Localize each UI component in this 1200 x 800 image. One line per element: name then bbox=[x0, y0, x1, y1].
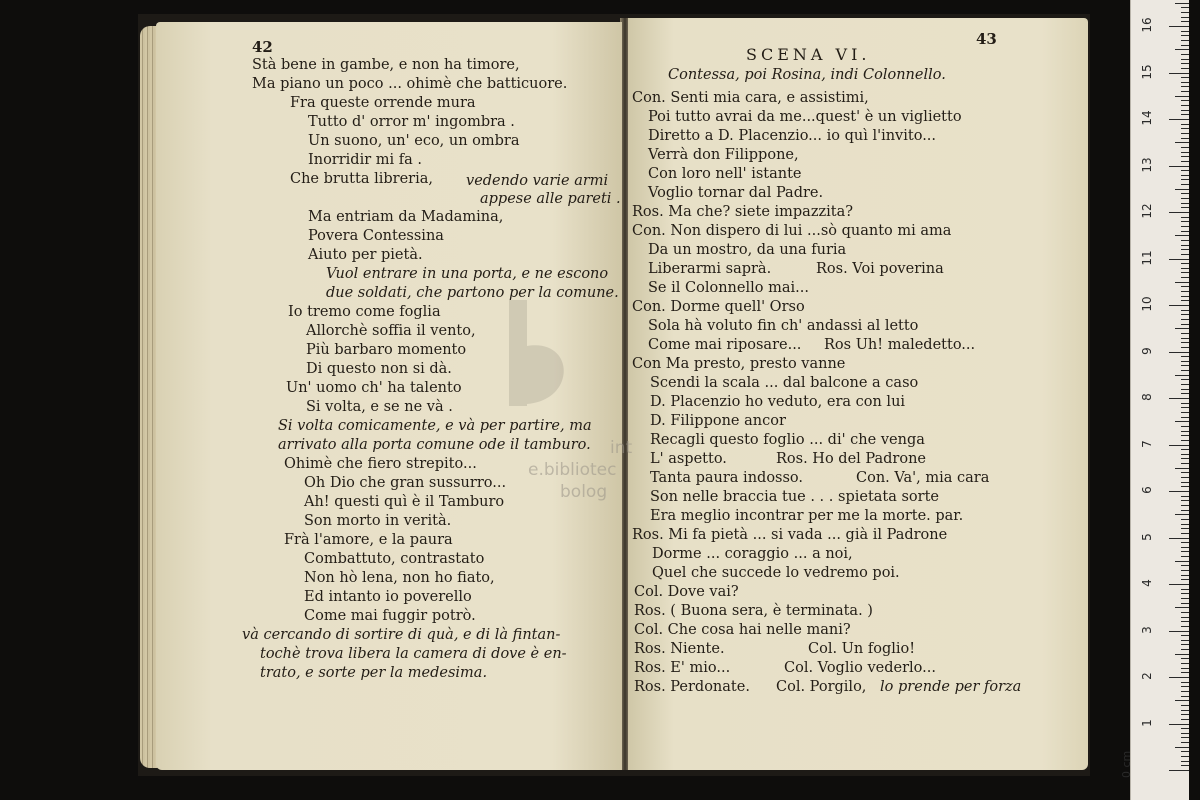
text-line: Tanta paura indosso. bbox=[650, 470, 804, 486]
text-line: Ed intanto io poverello bbox=[304, 589, 472, 605]
ruler-tick bbox=[1181, 426, 1189, 427]
ruler-tick bbox=[1181, 17, 1189, 18]
ruler-tick bbox=[1181, 458, 1189, 459]
watermark-text: int bbox=[610, 438, 633, 458]
ruler-tick bbox=[1181, 496, 1189, 497]
text-line: Ros. Mi fa pietà ... si vada ... già il Padrone bbox=[632, 527, 948, 543]
text-line: Ros. Perdonate. bbox=[634, 679, 750, 695]
page-number-left: 42 bbox=[252, 38, 273, 56]
ruler-tick bbox=[1181, 193, 1189, 194]
ruler-tick bbox=[1181, 249, 1189, 250]
ruler-tick bbox=[1181, 389, 1189, 390]
ruler-tick bbox=[1181, 63, 1189, 64]
ruler-tick bbox=[1169, 352, 1189, 353]
ruler-tick bbox=[1181, 696, 1189, 697]
ruler-tick bbox=[1181, 472, 1189, 473]
text-line: Ohimè che fiero strepito... bbox=[284, 456, 477, 472]
ruler-tick bbox=[1169, 166, 1189, 167]
ruler-tick bbox=[1181, 626, 1189, 627]
ruler-tick bbox=[1169, 259, 1189, 260]
ruler-tick bbox=[1181, 124, 1189, 125]
ruler-tick bbox=[1181, 575, 1189, 576]
ruler-tick bbox=[1175, 468, 1189, 469]
text-line: L' aspetto. bbox=[650, 451, 727, 467]
ruler-tick bbox=[1181, 370, 1189, 371]
ruler-tick bbox=[1181, 705, 1189, 706]
ruler-tick bbox=[1181, 356, 1189, 357]
ruler-tick bbox=[1181, 110, 1189, 111]
ruler-tick bbox=[1181, 486, 1189, 487]
text-line: Oh Dio che gran sussurro... bbox=[304, 475, 507, 491]
ruler-tick bbox=[1181, 170, 1189, 171]
ruler-tick bbox=[1169, 491, 1189, 492]
ruler-tick bbox=[1181, 403, 1189, 404]
ruler-tick bbox=[1181, 128, 1189, 129]
ruler-tick bbox=[1169, 305, 1189, 306]
ruler-tick bbox=[1169, 538, 1189, 539]
ruler-tick bbox=[1181, 603, 1189, 604]
text-line: Diretto a D. Placenzio... io quì l'invito... bbox=[648, 128, 937, 144]
ruler-tick bbox=[1181, 556, 1189, 557]
ruler-tick bbox=[1181, 640, 1189, 641]
stage-direction: vedendo varie armi bbox=[466, 173, 609, 189]
ruler-tick bbox=[1181, 226, 1189, 227]
ruler-number: 5 bbox=[1140, 532, 1154, 541]
ruler-tick bbox=[1181, 324, 1189, 325]
ruler-number: 15 bbox=[1140, 63, 1154, 80]
stage-direction: và cercando di sortire di quà, e di là fintan- bbox=[242, 627, 561, 643]
ruler-tick bbox=[1181, 593, 1189, 594]
text-line: Ros. Ma che? siete impazzita? bbox=[632, 204, 853, 220]
ruler-tick bbox=[1181, 482, 1189, 483]
text-line: Stà bene in gambe, e non ha timore, bbox=[252, 57, 520, 73]
ruler-tick bbox=[1169, 631, 1189, 632]
stage-direction: appese alle pareti . bbox=[480, 191, 621, 207]
stage-direction: Contessa, poi Rosina, indi Colonnello. bbox=[668, 67, 946, 83]
ruler-tick bbox=[1181, 45, 1189, 46]
ruler-tick bbox=[1175, 700, 1189, 701]
stage-direction: tochè trova libera la camera di dove è en- bbox=[260, 646, 567, 662]
ruler-tick bbox=[1181, 454, 1189, 455]
text-line: Col. Porgilo, bbox=[776, 679, 867, 695]
ruler-tick bbox=[1181, 449, 1189, 450]
ruler-tick bbox=[1181, 100, 1189, 101]
stage-direction: trato, e sorte per la medesima. bbox=[260, 665, 488, 681]
text-line: Fra queste orrende mura bbox=[290, 95, 476, 111]
ruler-tick bbox=[1181, 463, 1189, 464]
ruler-tick bbox=[1181, 565, 1189, 566]
text-line: Come mai fuggir potrò. bbox=[304, 608, 476, 624]
page-number-right: 43 bbox=[976, 30, 997, 48]
ruler-tick bbox=[1181, 347, 1189, 348]
text-line: Combattuto, contrastato bbox=[304, 551, 485, 567]
ruler-tick bbox=[1181, 231, 1189, 232]
text-line: Sola hà voluto fin ch' andassi al letto bbox=[648, 318, 919, 334]
text-line: Inorridir mi fa . bbox=[308, 152, 422, 168]
ruler-tick bbox=[1175, 142, 1189, 143]
text-line: Ros. Ho del Padrone bbox=[776, 451, 927, 467]
ruler-tick bbox=[1169, 677, 1189, 678]
ruler-tick bbox=[1169, 445, 1189, 446]
ruler-unit-label: 0 cm bbox=[1120, 750, 1133, 778]
ruler-tick bbox=[1181, 240, 1189, 241]
ruler-tick bbox=[1181, 686, 1189, 687]
text-line: Col. Voglio vederlo... bbox=[784, 660, 936, 676]
ruler-tick bbox=[1181, 365, 1189, 366]
ruler-tick bbox=[1181, 510, 1189, 511]
ruler-tick bbox=[1181, 435, 1189, 436]
ruler-tick bbox=[1169, 584, 1189, 585]
watermark-text: bolog bbox=[560, 482, 608, 502]
ruler-tick bbox=[1175, 3, 1189, 4]
text-line: Frà l'amore, e la paura bbox=[284, 532, 453, 548]
text-line: Si volta, e se ne và . bbox=[306, 399, 453, 415]
ruler-tick bbox=[1181, 319, 1189, 320]
ruler-tick bbox=[1181, 296, 1189, 297]
ruler-tick bbox=[1181, 417, 1189, 418]
ruler-tick bbox=[1181, 742, 1189, 743]
text-line: Son morto in verità. bbox=[304, 513, 452, 529]
ruler-tick bbox=[1175, 328, 1189, 329]
ruler-tick bbox=[1181, 263, 1189, 264]
text-line: Col. Che cosa hai nelle mani? bbox=[634, 622, 851, 638]
ruler-tick bbox=[1181, 412, 1189, 413]
ruler-tick bbox=[1181, 393, 1189, 394]
ruler-tick bbox=[1181, 691, 1189, 692]
ruler-tick bbox=[1181, 379, 1189, 380]
ruler-tick bbox=[1175, 747, 1189, 748]
ruler-tick bbox=[1181, 505, 1189, 506]
ruler-number: 13 bbox=[1140, 156, 1154, 173]
text-line: Con. Non dispero di lui ...sò quanto mi ama bbox=[632, 223, 952, 239]
ruler-tick bbox=[1181, 440, 1189, 441]
right-page bbox=[628, 18, 1088, 770]
text-line: Con. Senti mia cara, e assistimi, bbox=[632, 90, 869, 106]
ruler-tick bbox=[1181, 737, 1189, 738]
ruler-tick bbox=[1181, 361, 1189, 362]
ruler-tick bbox=[1181, 91, 1189, 92]
stage-direction: due soldati, che partono per la comune. bbox=[326, 285, 619, 301]
ruler-tick bbox=[1181, 612, 1189, 613]
ruler-tick bbox=[1181, 756, 1189, 757]
ruler-tick bbox=[1181, 547, 1189, 548]
ruler-tick bbox=[1181, 254, 1189, 255]
text-line: Ros. Voi poverina bbox=[816, 261, 944, 277]
ruler-tick bbox=[1169, 770, 1189, 771]
ruler-tick bbox=[1181, 589, 1189, 590]
ruler-tick bbox=[1169, 119, 1189, 120]
ruler-tick bbox=[1181, 338, 1189, 339]
ruler-tick bbox=[1181, 272, 1189, 273]
ruler-tick bbox=[1175, 375, 1189, 376]
ruler-tick bbox=[1175, 96, 1189, 97]
text-line: Ah! questi quì è il Tamburo bbox=[304, 494, 505, 510]
text-line: Con. Va', mia cara bbox=[856, 470, 990, 486]
ruler-number: 9 bbox=[1140, 346, 1154, 355]
ruler-number: 7 bbox=[1140, 439, 1154, 448]
ruler-tick bbox=[1181, 184, 1189, 185]
watermark-text: e.bibliotec bbox=[528, 460, 617, 480]
ruler-tick bbox=[1169, 73, 1189, 74]
ruler-tick bbox=[1181, 35, 1189, 36]
text-line: Con loro nell' istante bbox=[648, 166, 802, 182]
ruler-tick bbox=[1181, 268, 1189, 269]
ruler-tick bbox=[1181, 570, 1189, 571]
ruler-tick bbox=[1181, 21, 1189, 22]
ruler-tick bbox=[1181, 300, 1189, 301]
ruler-tick bbox=[1181, 598, 1189, 599]
ruler-tick bbox=[1181, 77, 1189, 78]
ruler-tick bbox=[1175, 561, 1189, 562]
ruler-tick bbox=[1181, 286, 1189, 287]
ruler-tick bbox=[1181, 668, 1189, 669]
ruler-tick bbox=[1181, 105, 1189, 106]
text-line: Son nelle braccia tue . . . spietata sorte bbox=[650, 489, 940, 505]
text-line: Dorme ... coraggio ... a noi, bbox=[652, 546, 853, 562]
ruler-tick bbox=[1181, 533, 1189, 534]
ruler-tick bbox=[1181, 221, 1189, 222]
ruler-tick bbox=[1181, 579, 1189, 580]
ruler-tick bbox=[1181, 765, 1189, 766]
text-line: Povera Contessina bbox=[308, 228, 444, 244]
ruler-tick bbox=[1181, 710, 1189, 711]
ruler-tick bbox=[1181, 528, 1189, 529]
text-line: Ros. Niente. bbox=[634, 641, 725, 657]
ruler-tick bbox=[1175, 421, 1189, 422]
text-line: Recagli questo foglio ... di' che venga bbox=[650, 432, 925, 448]
text-line: Un' uomo ch' ha talento bbox=[286, 380, 462, 396]
ruler-tick bbox=[1175, 607, 1189, 608]
ruler-tick bbox=[1181, 54, 1189, 55]
stage-direction: Vuol entrare in una porta, e ne escono bbox=[326, 266, 609, 282]
ruler-tick bbox=[1181, 277, 1189, 278]
ruler-number: 16 bbox=[1140, 17, 1154, 33]
ruler-number: 2 bbox=[1140, 672, 1154, 680]
text-line: Poi tutto avrai da me...quest' è un viglietto bbox=[648, 109, 962, 125]
text-line: Verrà don Filippone, bbox=[648, 147, 799, 163]
text-line: Ma entriam da Madamina, bbox=[308, 209, 504, 225]
ruler-tick bbox=[1181, 751, 1189, 752]
ruler-tick bbox=[1181, 384, 1189, 385]
ruler-tick bbox=[1181, 175, 1189, 176]
ruler-tick bbox=[1181, 40, 1189, 41]
text-line: Ma piano un poco ... ohimè che batticuore. bbox=[252, 76, 568, 92]
ruler-tick bbox=[1181, 203, 1189, 204]
ruler-tick bbox=[1175, 654, 1189, 655]
text-line: Col. Un foglio! bbox=[808, 641, 916, 657]
ruler-number: 14 bbox=[1140, 110, 1154, 126]
ruler-tick bbox=[1181, 649, 1189, 650]
ruler-tick bbox=[1181, 477, 1189, 478]
ruler-tick bbox=[1175, 49, 1189, 50]
ruler-tick bbox=[1169, 724, 1189, 725]
ruler-tick bbox=[1181, 714, 1189, 715]
ruler-tick bbox=[1181, 407, 1189, 408]
ruler-tick bbox=[1181, 333, 1189, 334]
ruler-tick bbox=[1181, 133, 1189, 134]
text-line: Ros. E' mio... bbox=[634, 660, 731, 676]
measurement-ruler bbox=[1120, 0, 1189, 800]
text-line: Ros. ( Buona sera, è terminata. ) bbox=[634, 603, 873, 619]
ruler-tick bbox=[1181, 161, 1189, 162]
text-line: Col. Dove vai? bbox=[634, 584, 739, 600]
ruler-tick bbox=[1181, 617, 1189, 618]
text-line: Voglio tornar dal Padre. bbox=[648, 185, 824, 201]
ruler-tick bbox=[1181, 207, 1189, 208]
ruler-tick bbox=[1181, 7, 1189, 8]
ruler-tick bbox=[1181, 672, 1189, 673]
ruler-tick bbox=[1181, 245, 1189, 246]
text-line: D. Placenzio ho veduto, era con lui bbox=[650, 394, 906, 410]
ruler-tick bbox=[1175, 235, 1189, 236]
ruler-tick bbox=[1181, 82, 1189, 83]
ruler-tick bbox=[1181, 519, 1189, 520]
ruler-tick bbox=[1181, 68, 1189, 69]
text-line: Da un mostro, da una furia bbox=[648, 242, 847, 258]
ruler-tick bbox=[1181, 733, 1189, 734]
ruler-tick bbox=[1181, 114, 1189, 115]
text-line: Ros Uh! maledetto... bbox=[824, 337, 976, 353]
text-line: Scendi la scala ... dal balcone a caso bbox=[650, 375, 919, 391]
text-line: Non hò lena, non ho fiato, bbox=[304, 570, 495, 586]
ruler-tick bbox=[1181, 500, 1189, 501]
ruler-tick bbox=[1181, 621, 1189, 622]
ruler-tick bbox=[1181, 431, 1189, 432]
ruler-tick bbox=[1181, 86, 1189, 87]
text-line: Liberarmi saprà. bbox=[648, 261, 772, 277]
ruler-tick bbox=[1181, 342, 1189, 343]
ruler-tick bbox=[1181, 217, 1189, 218]
text-line: Era meglio incontrar per me la morte. par. bbox=[650, 508, 964, 524]
ruler-tick bbox=[1169, 26, 1189, 27]
ruler-number: 11 bbox=[1140, 249, 1154, 266]
stage-direction: arrivato alla porta comune ode il tamburo. bbox=[278, 437, 591, 453]
ruler-tick bbox=[1181, 59, 1189, 60]
text-line: Aiuto per pietà. bbox=[308, 247, 423, 263]
library-watermark-logo bbox=[505, 300, 575, 410]
scene-title: SCENA VI. bbox=[746, 45, 871, 64]
text-line: Che brutta libreria, bbox=[290, 171, 433, 187]
ruler-tick bbox=[1181, 147, 1189, 148]
stage-direction: lo prende per forza bbox=[880, 679, 1022, 695]
ruler-tick bbox=[1169, 212, 1189, 213]
text-line: Come mai riposare... bbox=[648, 337, 802, 353]
ruler-tick bbox=[1181, 314, 1189, 315]
ruler-tick bbox=[1181, 551, 1189, 552]
text-line: Con. Dorme quell' Orso bbox=[632, 299, 805, 315]
ruler-tick bbox=[1181, 635, 1189, 636]
ruler-tick bbox=[1181, 138, 1189, 139]
ruler-tick bbox=[1181, 644, 1189, 645]
ruler-tick bbox=[1181, 310, 1189, 311]
ruler-tick bbox=[1181, 524, 1189, 525]
ruler-tick bbox=[1181, 179, 1189, 180]
ruler-number: 12 bbox=[1140, 203, 1154, 219]
ruler-tick bbox=[1175, 514, 1189, 515]
text-line: Tutto d' orror m' ingombra . bbox=[308, 114, 515, 130]
ruler-tick bbox=[1181, 291, 1189, 292]
ruler-tick bbox=[1181, 12, 1189, 13]
ruler-tick bbox=[1181, 542, 1189, 543]
ruler-tick bbox=[1181, 198, 1189, 199]
text-line: Con Ma presto, presto vanne bbox=[632, 356, 846, 372]
stage-direction: Si volta comicamente, e và per partire, ma bbox=[278, 418, 592, 434]
text-line: Allorchè soffia il vento, bbox=[306, 323, 476, 339]
ruler-tick bbox=[1181, 761, 1189, 762]
ruler-tick bbox=[1181, 152, 1189, 153]
text-line: D. Filippone ancor bbox=[650, 413, 786, 429]
text-line: Un suono, un' eco, un ombra bbox=[308, 133, 520, 149]
ruler-tick bbox=[1181, 682, 1189, 683]
ruler-tick bbox=[1181, 719, 1189, 720]
ruler-number: 6 bbox=[1140, 486, 1154, 494]
ruler-number: 4 bbox=[1140, 579, 1154, 587]
text-line: Quel che succede lo vedremo poi. bbox=[652, 565, 900, 581]
ruler-tick bbox=[1181, 658, 1189, 659]
ruler-number: 3 bbox=[1140, 625, 1154, 634]
ruler-tick bbox=[1181, 728, 1189, 729]
ruler-tick bbox=[1181, 156, 1189, 157]
ruler-number: 10 bbox=[1140, 296, 1154, 312]
ruler-tick bbox=[1181, 663, 1189, 664]
text-line: Io tremo come foglia bbox=[288, 304, 441, 320]
ruler-tick bbox=[1175, 282, 1189, 283]
ruler-number: 8 bbox=[1140, 393, 1154, 401]
text-line: Di questo non si dà. bbox=[306, 361, 452, 377]
ruler-tick bbox=[1175, 189, 1189, 190]
ruler-number: 1 bbox=[1140, 718, 1154, 727]
ruler-tick bbox=[1169, 398, 1189, 399]
text-line: Più barbaro momento bbox=[306, 342, 467, 358]
text-line: Se il Colonnello mai... bbox=[648, 280, 809, 296]
ruler-tick bbox=[1181, 31, 1189, 32]
